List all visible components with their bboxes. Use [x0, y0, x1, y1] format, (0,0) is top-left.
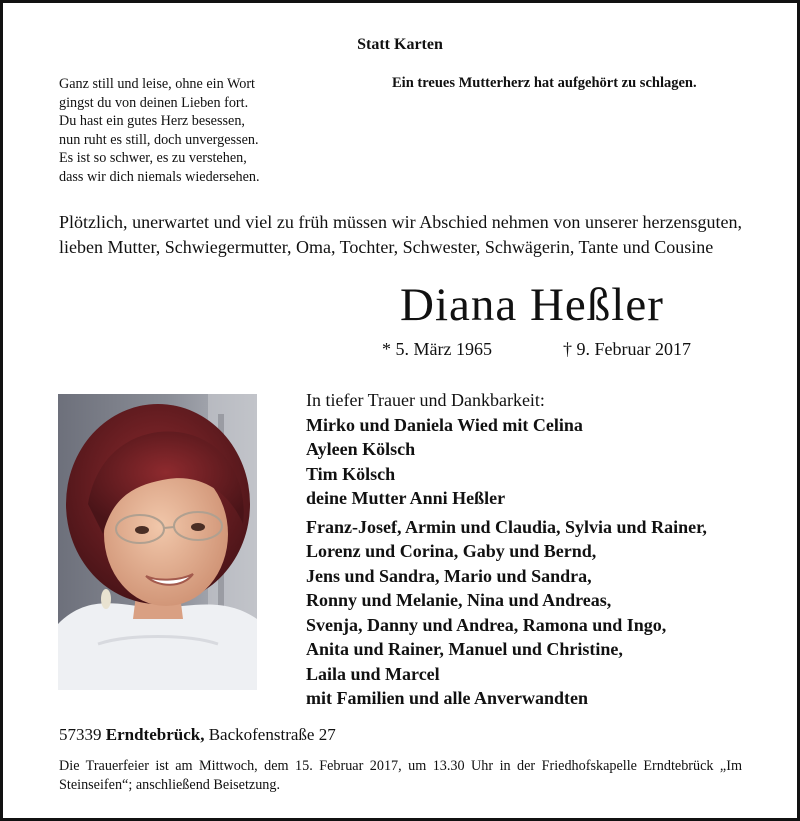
mourner-line: Ayleen Kölsch: [306, 439, 416, 459]
address-zip: 57339: [59, 725, 102, 744]
intro-text: Plötzlich, unerwartet und viel zu früh müssen wir Abschied nehmen von unserer herzensguten, lieben Mutter, Schwiegermutter, Oma, Tochter, Schwester, Schwägerin, Tante und Cousine: [59, 212, 742, 257]
funeral-info: Die Trauerfeier ist am Mittwoch, dem 15. Februar 2017, um 13.30 Uhr in der Friedhofskapelle Erndtebrück „Im Steinseifen“; anschließend Beisetzung.: [59, 758, 742, 793]
relatives-line: Lorenz und Corina, Gaby und Bernd,: [306, 541, 597, 561]
portrait-photo: [58, 394, 257, 690]
poem-line: Es ist so schwer, es zu verstehen,: [59, 150, 247, 167]
death-date: † 9. Februar 2017: [563, 339, 691, 359]
mourner-line: Tim Kölsch: [306, 463, 396, 484]
relatives-line: Anita und Rainer, Manuel und Christine,: [306, 639, 623, 659]
relatives-group: [306, 515, 776, 711]
poem-line: Ganz still und leise, ohne ein Wort: [59, 76, 255, 92]
mourners-intro: In tiefer Trauer und Dankbarkeit:: [306, 390, 545, 410]
relatives-line: mit Familien und alle Anverwandten: [306, 688, 589, 708]
relatives-line: Svenja, Danny und Andrea, Ramona und Ingo,: [306, 614, 667, 635]
birth-date: * 5. März 1965: [382, 339, 492, 359]
poem-line: dass wir dich niemals wiedersehen.: [59, 168, 260, 185]
address-city: Erndtebrück,: [105, 725, 205, 744]
address: [59, 725, 336, 745]
deceased-name: Diana Heßler: [400, 279, 664, 331]
mourner-line: Mirko und Daniela Wied mit Celina: [306, 414, 583, 435]
relatives-line: Laila und Marcel: [306, 663, 440, 684]
poem: [59, 75, 319, 187]
mourners-list: [306, 388, 776, 711]
mourner-line: deine Mutter Anni Heßler: [306, 488, 506, 508]
motto: Ein treues Mutterherz hat aufgehört zu schlagen.: [392, 75, 697, 91]
header-title: Statt Karten: [357, 36, 443, 53]
relatives-line: Franz-Josef, Armin und Claudia, Sylvia und Rainer,: [306, 516, 707, 537]
poem-line: Du hast ein gutes Herz besessen,: [59, 113, 245, 130]
poem-line: nun ruht es still, doch unvergessen.: [59, 131, 259, 148]
relatives-line: Jens und Sandra, Mario und Sandra,: [306, 565, 592, 586]
relatives-line: Ronny und Melanie, Nina und Andreas,: [306, 590, 612, 610]
address-street: Backofenstraße 27: [208, 725, 336, 744]
poem-line: gingst du von deinen Lieben fort.: [59, 94, 249, 111]
